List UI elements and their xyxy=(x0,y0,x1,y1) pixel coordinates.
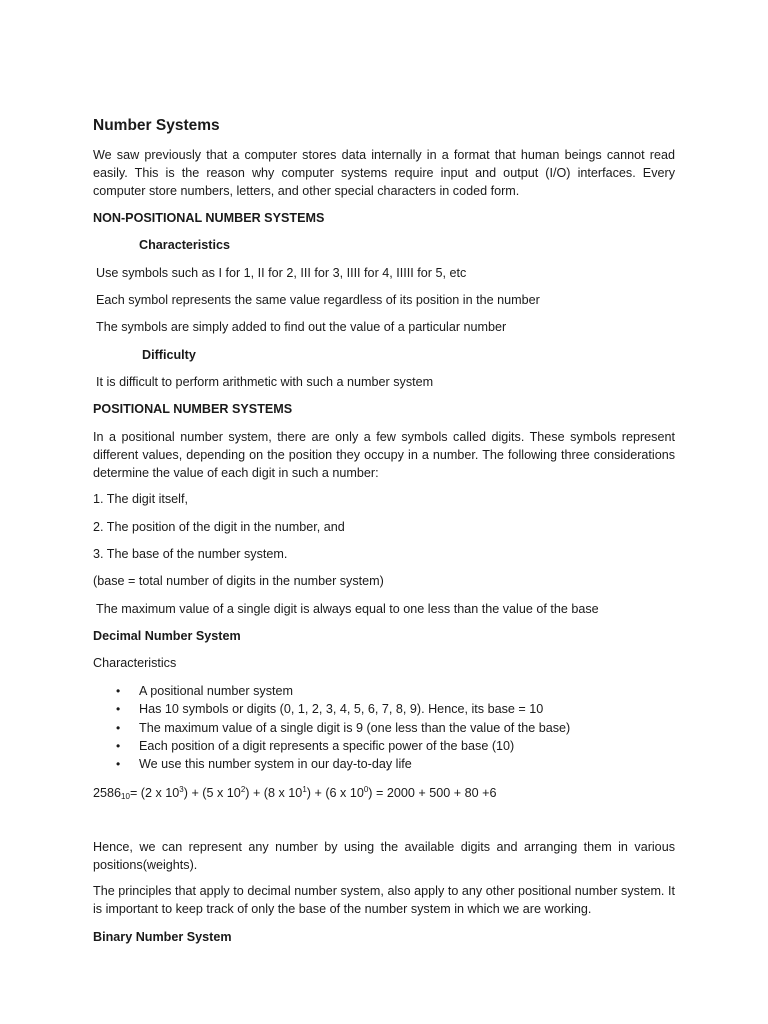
intro-paragraph: We saw previously that a computer stores data internally in a format that human beings cannot read easily. This is the reason why computer systems require input and output (I/O) interfaces. Every computer store numbers, letters, and other special characters in coded form. xyxy=(93,148,675,198)
bullet-icon: • xyxy=(116,702,121,717)
non-positional-heading: NON-POSITIONAL NUMBER SYSTEMS xyxy=(93,211,325,225)
non-positional-characteristic-3: The symbols are simply added to find out the value of a particular number xyxy=(96,320,507,334)
decimal-characteristics-list xyxy=(93,682,570,773)
decimal-heading: Decimal Number System xyxy=(93,629,241,643)
positional-item-1: 1. The digit itself, xyxy=(93,492,188,506)
list-item: • We use this number system in our day-to-day life xyxy=(116,757,412,772)
document-body xyxy=(93,0,675,1024)
non-positional-characteristics-heading: Characteristics xyxy=(139,238,231,252)
principles-paragraph: The principles that apply to decimal number system, also apply to any other positional number system. It is important to keep track of only the base of the number system in which we are working. xyxy=(93,884,675,916)
difficulty-text: It is difficult to perform arithmetic with such a number system xyxy=(96,375,434,389)
bullet-icon: • xyxy=(116,684,121,698)
decimal-characteristics-heading: Characteristics xyxy=(93,656,177,670)
non-positional-characteristic-1: Use symbols such as I for 1, II for 2, III for 3, IIII for 4, IIIII for 5, etc xyxy=(96,266,467,280)
list-item: • A positional number system xyxy=(116,684,293,698)
list-item: • Has 10 symbols or digits (0, 1, 2, 3, 4, 5, 6, 7, 8, 9). Hence, its base = 10 xyxy=(116,702,544,717)
bullet-icon: • xyxy=(116,738,121,753)
max-value-note: The maximum value of a single digit is always equal to one less than the value of the base xyxy=(96,602,599,616)
page-title: Number Systems xyxy=(93,117,220,134)
difficulty-heading: Difficulty xyxy=(142,348,196,362)
binary-heading: Binary Number System xyxy=(93,930,232,944)
bullet-icon: • xyxy=(116,720,121,735)
non-positional-characteristic-2: Each symbol represents the same value regardless of its position in the number xyxy=(96,293,540,307)
decimal-example-equation: $2586_{10}= (2$ x $10^3) + (5$ x $10^2) + (8$ x $10^1) + (6$ x $10^0) = 2000 + 500 + 80 +6$ xyxy=(93,785,497,801)
positional-item-3: 3. The base of the number system. xyxy=(93,547,288,561)
positional-heading: POSITIONAL NUMBER SYSTEMS xyxy=(93,402,293,416)
base-note: (base = total number of digits in the number system) xyxy=(93,574,384,588)
list-item: • The maximum value of a single digit is 9 (one less than the value of the base) xyxy=(116,720,571,735)
decimal-conclusion: Hence, we can represent any number by using the available digits and arranging them in various positions(weights). xyxy=(93,840,675,872)
list-item: • Each position of a digit represents a specific power of the base (10) xyxy=(116,738,515,753)
positional-item-2: 2. The position of the digit in the number, and xyxy=(93,520,345,534)
bullet-icon: • xyxy=(116,757,121,772)
positional-intro: In a positional number system, there are only a few symbols called digits. These symbols represent different values, depending on the position they occupy in a number. The following three considerations determine the value of each digit in such a number: xyxy=(93,430,675,480)
